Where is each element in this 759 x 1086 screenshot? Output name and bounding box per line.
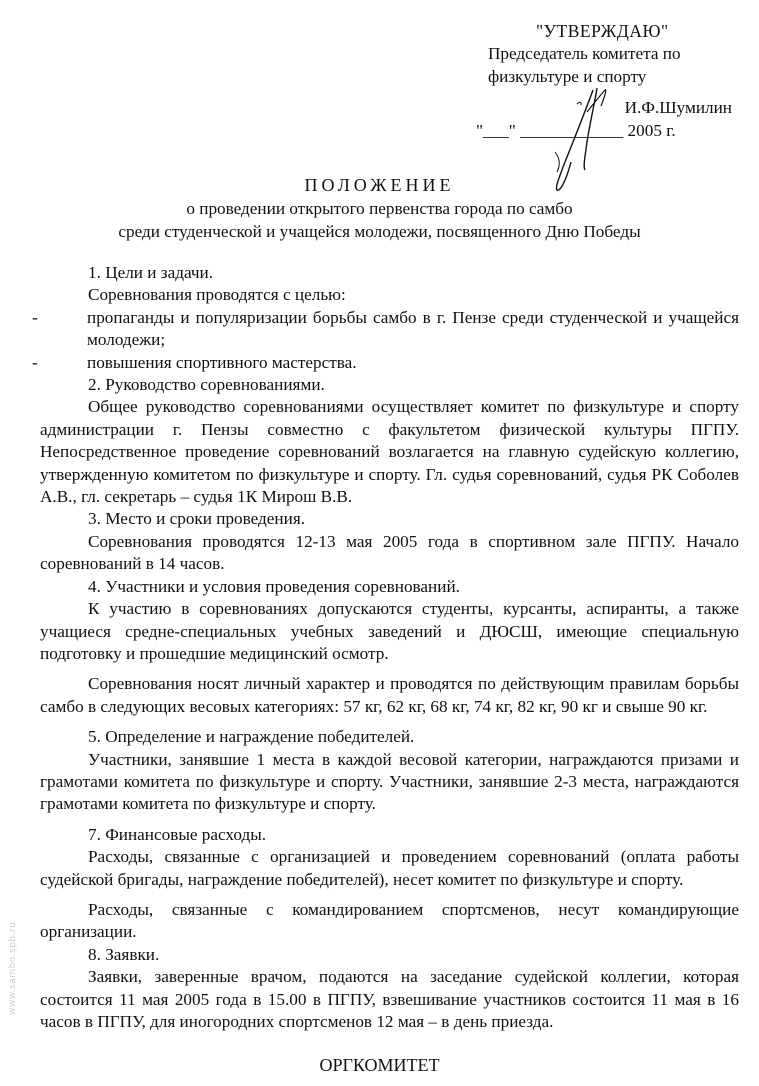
section8-text: Заявки, заверенные врачом, подаются на заседание судейской коллегии, которая состоится 11 мая 2005 года в 15.00 в ПГПУ, взвешивание участников состоится 11 мая в 16 часов в ПГПУ, для иногородних спортсменов 12 мая – в день приезда. — [40, 967, 739, 1031]
document-title: ПОЛОЖЕНИЕ — [304, 175, 455, 195]
section1-intro: Соревнования проводятся с целью: — [88, 285, 346, 305]
section2-heading: 2. Руководство соревнованиями. — [88, 375, 325, 395]
bullet-text: повышения спортивного мастерства. — [87, 352, 357, 372]
section4-text1: К участию в соревнованиях допускаются студенты, курсанты, аспиранты, а также учащиеся средне-специальных учебных заведений и ДЮСШ, имеющие специальную подготовку и прошедшие медицинский осмотр. — [40, 599, 739, 663]
section1-bullet2 — [32, 352, 739, 374]
subtitle-line1: о проведении открытого первенства города по самбо — [186, 199, 573, 218]
approval-name: И.Ф.Шумилин — [624, 98, 732, 117]
section5-text: Участники, занявшие 1 места в каждой весовой категории, награждаются призами и грамотами комитета по физкультуре и спорту. Участники, занявшие 2-3 места, награждаются грамотами комитета по физкультуре и спорту. — [40, 749, 739, 814]
subtitle-line2: среди студенческой и учащейся молодежи, посвященного Дню Победы — [118, 222, 641, 241]
footer-committee: ОРГКОМИТЕТ — [319, 1055, 440, 1075]
bullet-dash: - — [32, 352, 38, 372]
bullet-text: пропаганды и популяризации борьбы самбо в г. Пензе среди студенческой и учащейся молодежи; — [87, 307, 739, 350]
section4-text2: Соревнования носят личный характер и проводятся по действующим правилам борьбы самбо в следующих весовых категориях: 57 кг, 62 кг, 68 кг, 74 кг, 82 кг, 90 кг и свыше 90 кг. — [40, 674, 739, 716]
approval-word: "УТВЕРЖДАЮ" — [536, 21, 669, 41]
section1-heading: 1. Цели и задачи. — [88, 263, 214, 282]
section2-text: Общее руководство соревнованиями осуществляет комитет по физкультуре и спорту администрации г. Пензы совместно с факультетом физической культуры ПГПУ. Непосредственное проведение соревнований возлагается на главную судейскую коллегию, утвержденную комитетом по физкультуре и спорту. Гл. судья соревнований, судья РК Соболев А.В., гл. секретарь – судья 1К Мирош В.В. — [40, 397, 739, 507]
section3-heading: 3. Место и сроки проведения. — [88, 509, 306, 529]
site-watermark: www.sambo.spb.ru — [8, 921, 18, 1015]
section8-heading: 8. Заявки. — [88, 944, 160, 964]
bullet-dash: - — [32, 307, 38, 327]
approval-date: "___" ____________ 2005 г. — [476, 121, 676, 140]
approval-position-line2: физкультуре и спорту — [488, 67, 647, 86]
document-subtitle — [0, 198, 759, 244]
approval-position-line1: Председатель комитета по — [488, 44, 681, 63]
section3-text: Соревнования проводятся 12-13 мая 2005 года в спортивном зале ПГПУ. Начало соревнований в 14 часов. — [40, 531, 739, 574]
section5-heading: 5. Определение и награждение победителей. — [88, 727, 415, 747]
section4-heading: 4. Участники и условия проведения соревнований. — [88, 576, 460, 596]
document-body — [32, 262, 739, 1033]
section7-heading: 7. Финансовые расходы. — [88, 824, 267, 844]
section1-bullet1 — [32, 307, 739, 352]
section7-text1: Расходы, связанные с организацией и проведением соревнований (оплата работы судейской бригады, награждение победителей), несет комитет по физкультуре и спорту. — [40, 847, 739, 889]
section7-text2: Расходы, связанные с командированием спортсменов, несут командирующие организации. — [40, 899, 739, 942]
